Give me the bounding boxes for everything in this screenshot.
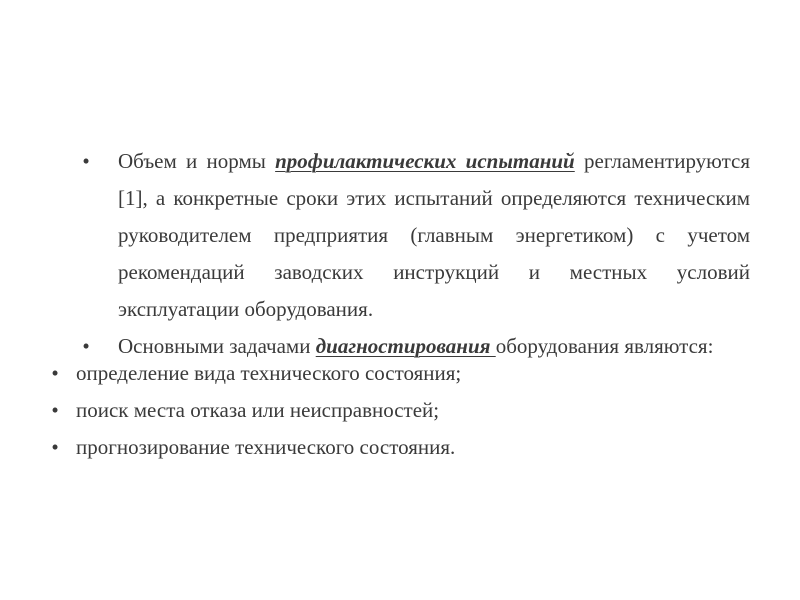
item-lead-text: Основными задачами (118, 334, 316, 358)
list-item-profilaktika (80, 143, 750, 328)
bullet-icon: • (51, 398, 59, 422)
list-item-task (50, 429, 750, 466)
item-lead-text: Объем и нормы (118, 149, 276, 173)
list-item-task (50, 392, 750, 429)
task-text: определение вида технического состояния; (76, 361, 462, 385)
primary-bullet-list (80, 143, 750, 365)
bullet-icon: • (51, 435, 59, 459)
bullet-icon: • (82, 334, 90, 358)
bullet-icon: • (51, 361, 59, 385)
task-text: поиск места отказа или неисправностей; (76, 398, 440, 422)
emphasized-term: диагностирования (315, 334, 496, 358)
task-text: прогнозирование технического состояния. (76, 435, 456, 459)
emphasized-term: профилактических испытаний (275, 149, 575, 173)
item-tail-text: регламентируются [1], а конкретные сроки этих испытаний определяются техническим руководителем предприятия (главным энергетиком) с учетом рекомендаций заводских инструкций и местных условий эксплуатации оборудования. (118, 149, 750, 321)
bullet-icon: • (82, 149, 90, 173)
list-item-task (50, 355, 750, 392)
item-tail-text: оборудования являются: (495, 334, 714, 358)
task-bullet-list (50, 355, 750, 466)
